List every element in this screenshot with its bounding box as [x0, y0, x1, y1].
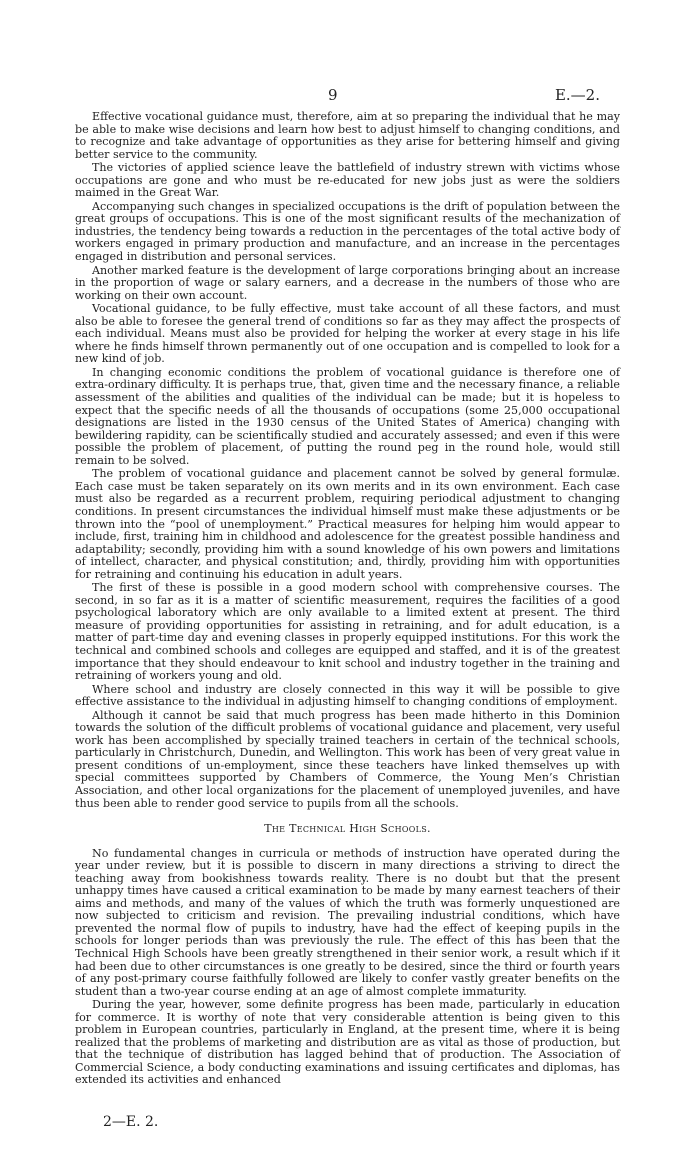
paragraph: Effective vocational guidance must, therefore, aim at so preparing the individual that he may be able to make wise decisions and learn how best to adjust himself to changing conditions, and to recognize and take advantage of opportunities as they arise for bettering himself and giving better service to the community.	[75, 110, 620, 161]
paragraph: The victories of applied science leave the battlefield of industry strewn with victims whose occupations are gone and who must be re-educated for new jobs just as were the soldiers maimed in the Great War.	[75, 161, 620, 200]
document-body	[75, 111, 620, 1088]
page-header	[80, 86, 600, 106]
paragraph: Where school and industry are closely connected in this way it will be possible to give effective assistance to the individual in adjusting himself to changing conditions of employment.	[75, 682, 620, 709]
page-number: 9	[328, 86, 338, 104]
paragraph: Vocational guidance, to be fully effective, must take account of all these factors, and must also be able to foresee the general trend of conditions so far as they may affect the prospects of each individual. Means must also be provided for helping the worker at every stage in his life where he finds himself thrown permanently out of one occupation and is compelled to look for a new kind of job.	[75, 302, 620, 366]
paragraph: During the year, however, some definite progress has been made, particularly in education for commerce. It is worthy of note that very considerable attention is being given to this problem in European countries, particularly in England, at the present time, where it is being realized that the problems of marketing and distribution are as vital as those of production, but that the technique of distribution has lagged behind that of production. The Association of Commercial Science, a body conducting examinations and issuing certificates and diplomas, has extended its activities and enhanced	[75, 998, 620, 1087]
paragraph: The problem of vocational guidance and placement cannot be solved by general formulæ. Each case must be taken separately on its own merits and in its own environment. Each case must also be regarded as a recurrent problem, requiring periodical adjustment to changing conditions. In present circumstances the individual himself must make these adjustments or be thrown into the “pool of unemployment.” Practical measures for helping him would appear to include, first, training him in childhood and adolescence for the greatest possible handiness and adaptability; secondly, providing him with a sound knowledge of his own powers and limitations of intellect, character, and physical constitution; and, thirdly, providing him with opportunities for retraining and continuing his education in adult years.	[75, 467, 620, 581]
document-reference: E.—2.	[554, 86, 600, 104]
paragraph: In changing economic conditions the problem of vocational guidance is therefore one of extra-ordinary difficulty. It is perhaps true, that, given time and the necessary finance, a reliable assessment of the abilities and qualities of the individual can be made; but it is hopeless to expect that the specific needs of all the thousands of occupations (some 25,000 occupational designations are listed in the 1930 census of the United States of America) changing with bewildering rapidity, can be scientifically studied and accurately assessed; and even if this were possible the problem of placement, of putting the round peg in the round hole, would still remain to be solved.	[75, 365, 620, 467]
paragraph: Another marked feature is the development of large corporations bringing about an increase in the proportion of wage or salary earners, and a decrease in the numbers of those who are working on their own account.	[75, 263, 620, 302]
paragraph: Although it cannot be said that much progress has been made hitherto in this Dominion towards the solution of the difficult problems of vocational guidance and placement, very useful work has been accomplished by specially trained teachers in certain of the technical schools, particularly in Christchurch, Dunedin, and Wellington. This work has been of very great value in present conditions of un-employment, since these teachers have linked themselves up with special committees supported by Chambers of Commerce, the Young Men’s Christian Association, and other local organizations for the placement of unemployed juveniles, and have thus been able to render good service to pupils from all the schools.	[75, 708, 620, 810]
section-heading: The Technical High Schools.	[264, 822, 431, 836]
signature-mark: 2—E. 2.	[103, 1114, 159, 1130]
paragraph: No fundamental changes in curricula or methods of instruction have operated during the year under review, but it is possible to discern in many directions a striving to direct the teaching away from bookishness towards reality. There is no doubt but that the present unhappy times have caused a critical examination to be made by many earnest teachers of their aims and methods, and many of the values of which the truth was formerly unquestioned are now subjected to criticism and revision. The prevailing industrial conditions, which have prevented the normal flow of pupils to industry, have had the effect of keeping pupils in the schools for longer periods than was previously the rule. The effect of this has been that the Technical High Schools have been greatly strengthened in their senior work, a result which if it had been due to other circumstances is one greatly to be desired, since the third or fourth years of any post-primary course faithfully followed are likely to confer vastly greater benefits on the student than a two-year course ending at an age of almost complete immaturity.	[75, 846, 620, 998]
paragraph: The first of these is possible in a good modern school with comprehensive courses. The second, in so far as it is a matter of scientific measurement, requires the facilities of a good psychological laboratory which are only available to a limited extent at present. The third measure of providing opportunities for assisting in retraining, and for adult education, is a matter of part-time day and evening classes in properly equipped institutions. For this work the technical and combined schools and colleges are equipped and staffed, and it is of the greatest importance that they should endeavour to knit school and industry together in the training and retraining of workers young and old.	[75, 581, 620, 683]
paragraph: Accompanying such changes in specialized occupations is the drift of population between the great groups of occupations. This is one of the most significant results of the mechanization of industries, the tendency being towards a reduction in the percentages of the total active body of workers engaged in primary production and manufacture, and an increase in the percentages engaged in distribution and personal services.	[75, 199, 620, 264]
